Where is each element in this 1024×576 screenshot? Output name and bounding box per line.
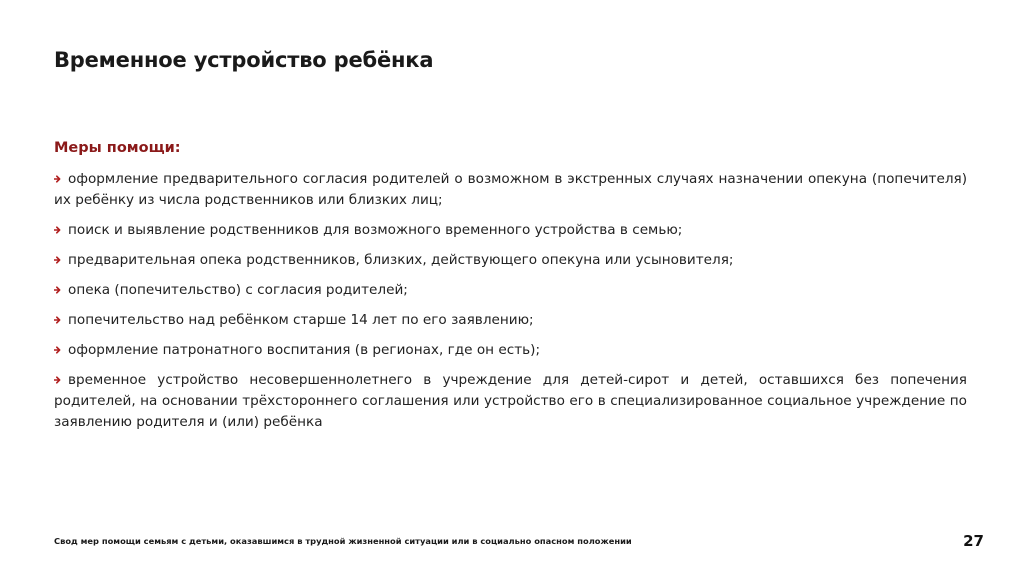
arrow-right-icon <box>54 226 61 234</box>
page-number: 27 <box>963 532 984 550</box>
list-item-text: поиск и выявление родственников для возможного временного устройства в семью; <box>68 222 683 238</box>
list-item-text: временное устройство несовершеннолетнего в учреждение для детей-сирот и детей, оставшихся без попечения родителей, на основании трёхстороннего соглашения или устройство его в специализированное социальное учреждение по заявлению родителя и (или) ребёнка <box>54 372 967 430</box>
list-item-text: предварительная опека родственников, близких, действующего опекуна или усыновителя; <box>68 252 734 268</box>
list-item <box>54 370 967 433</box>
list-item <box>54 310 967 331</box>
list-item-text: оформление патронатного воспитания (в регионах, где он есть); <box>68 342 541 358</box>
list-item <box>54 169 967 211</box>
arrow-right-icon <box>54 316 61 324</box>
list-item <box>54 250 967 271</box>
list-item-text: оформление предварительного согласия родителей о возможном в экстренных случаях назначении опекуна (попечителя) их ребёнку из числа родственников или близких лиц; <box>54 171 967 208</box>
list-item-text: опека (попечительство) с согласия родителей; <box>68 282 408 298</box>
arrow-right-icon <box>54 286 61 294</box>
content-area <box>54 138 967 442</box>
arrow-right-icon <box>54 256 61 264</box>
arrow-right-icon <box>54 175 61 183</box>
list-item <box>54 340 967 361</box>
list-item <box>54 220 967 241</box>
measures-list <box>54 169 967 433</box>
page-title: Временное устройство ребёнка <box>54 48 434 72</box>
list-item <box>54 280 967 301</box>
footer-note: Свод мер помощи семьям с детьми, оказавшимся в трудной жизненной ситуации или в социально опасном положении <box>54 536 632 546</box>
arrow-right-icon <box>54 376 61 384</box>
section-heading: Меры помощи: <box>54 140 181 156</box>
list-item-text: попечительство над ребёнком старше 14 лет по его заявлению; <box>68 312 534 328</box>
arrow-right-icon <box>54 346 61 354</box>
